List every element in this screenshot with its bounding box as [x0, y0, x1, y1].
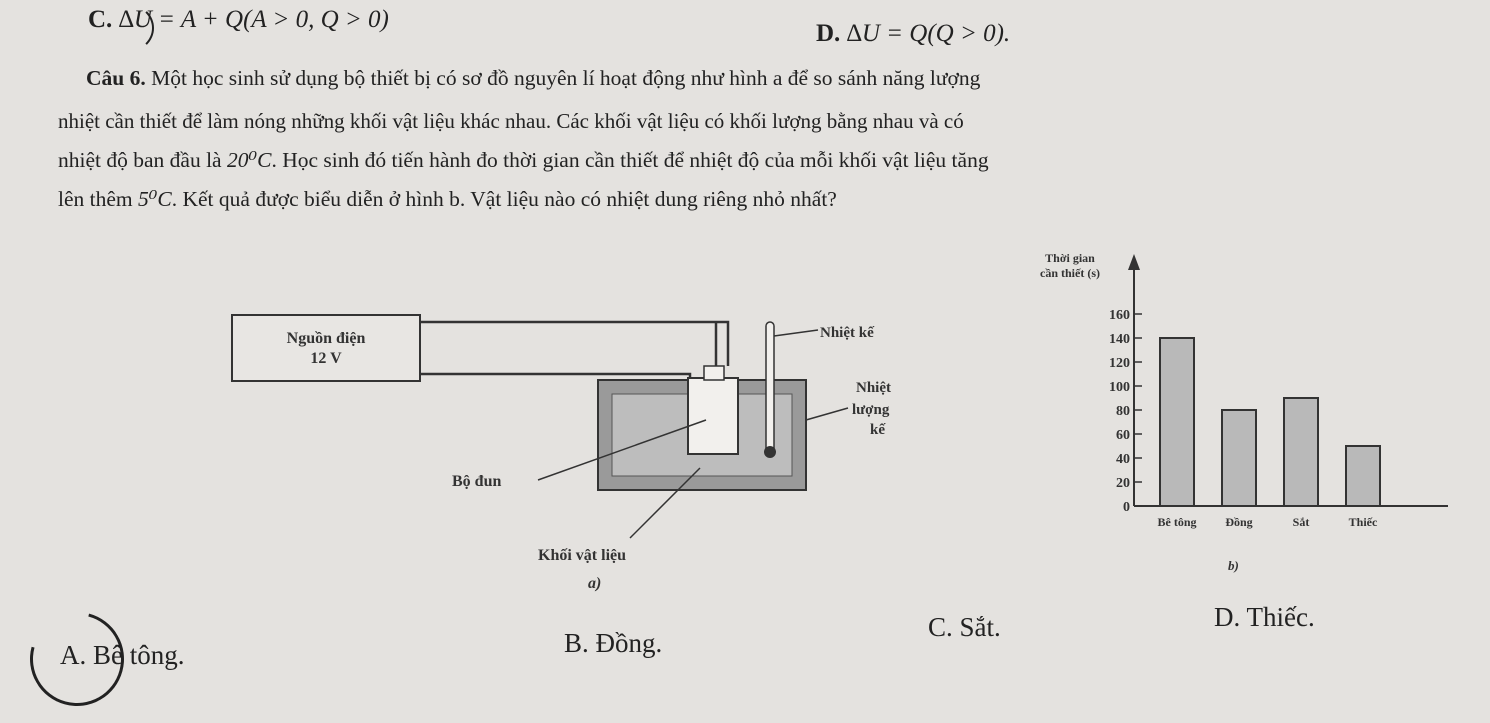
question-line-2: nhiệt cần thiết để làm nóng những khối vật liệu khác nhau. Các khối vật liệu có khối lượng bằng nhau và có	[58, 109, 964, 133]
chart-bar	[1160, 338, 1194, 506]
option-c-formula: ∆U = A + Q(A > 0, Q > 0)	[118, 6, 389, 33]
chart-ytick-label: 100	[1109, 380, 1130, 395]
calorimeter-label-1: Nhiệt	[856, 380, 891, 396]
option-d-formula: ∆U = Q(Q > 0).	[846, 20, 1011, 47]
option-d-label: D.	[816, 20, 841, 47]
chart-category-label: Đồng	[1225, 515, 1253, 529]
chart-ytick-label: 0	[1123, 500, 1130, 515]
chart-category-label: Thiếc	[1348, 515, 1378, 529]
option-c-label: C.	[88, 6, 113, 33]
answer-c[interactable]: C. Sắt.	[928, 612, 1001, 642]
chart-ytick-label: 40	[1116, 452, 1130, 467]
calorimeter-label-3: kế	[870, 422, 885, 438]
thermometer-label: Nhiệt kế	[820, 325, 874, 341]
chart-bar	[1222, 410, 1256, 506]
chart-ytick-label: 120	[1109, 356, 1130, 371]
question-number: Câu 6.	[86, 66, 146, 90]
power-supply-label: Nguồn điện	[286, 330, 366, 347]
temperature-initial: 20⁰C	[226, 148, 272, 172]
question-line-3: nhiệt độ ban đầu là 20⁰C. Học sinh đó tiến hành đo thời gian cần thiết để nhiệt độ của mỗi khối vật liệu tăng	[58, 148, 989, 172]
chart-ytick-label: 60	[1116, 428, 1130, 443]
block-label: Khối vật liệu	[538, 547, 627, 564]
figure-a-caption: a)	[588, 575, 602, 592]
chart-category-label: Sắt	[1292, 515, 1310, 529]
chart-bar	[1284, 398, 1318, 506]
chart-ylabel-2: cần thiết (s)	[1040, 266, 1100, 280]
temperature-rise: 5⁰C	[138, 187, 172, 211]
heater-label: Bộ đun	[452, 473, 502, 490]
figure-b-caption: b)	[1228, 558, 1239, 573]
chart-ytick-label: 20	[1116, 476, 1130, 491]
answer-b[interactable]: B. Đồng.	[564, 628, 663, 658]
chart-ytick-label: 80	[1116, 404, 1130, 419]
chart-ytick-label: 160	[1109, 308, 1130, 323]
chart-ylabel-1: Thời gian	[1045, 251, 1095, 265]
answer-d[interactable]: D. Thiếc.	[1214, 602, 1315, 632]
calorimeter-label-2: lượng	[852, 402, 890, 418]
question-line-1: Câu 6. Một học sinh sử dụng bộ thiết bị có sơ đồ nguyên lí hoạt động như hình a để so sánh năng lượng	[86, 66, 981, 90]
chart-bar	[1346, 446, 1380, 506]
chart-ytick-label: 140	[1109, 332, 1130, 347]
answer-a[interactable]: A. Bê tông.	[60, 640, 185, 670]
power-supply-voltage: 12 V	[310, 350, 342, 367]
chart-category-label: Bê tông	[1157, 515, 1197, 529]
question-line-4: lên thêm 5⁰C. Kết quả được biểu diễn ở hình b. Vật liệu nào có nhiệt dung riêng nhỏ nhất?	[58, 187, 837, 211]
